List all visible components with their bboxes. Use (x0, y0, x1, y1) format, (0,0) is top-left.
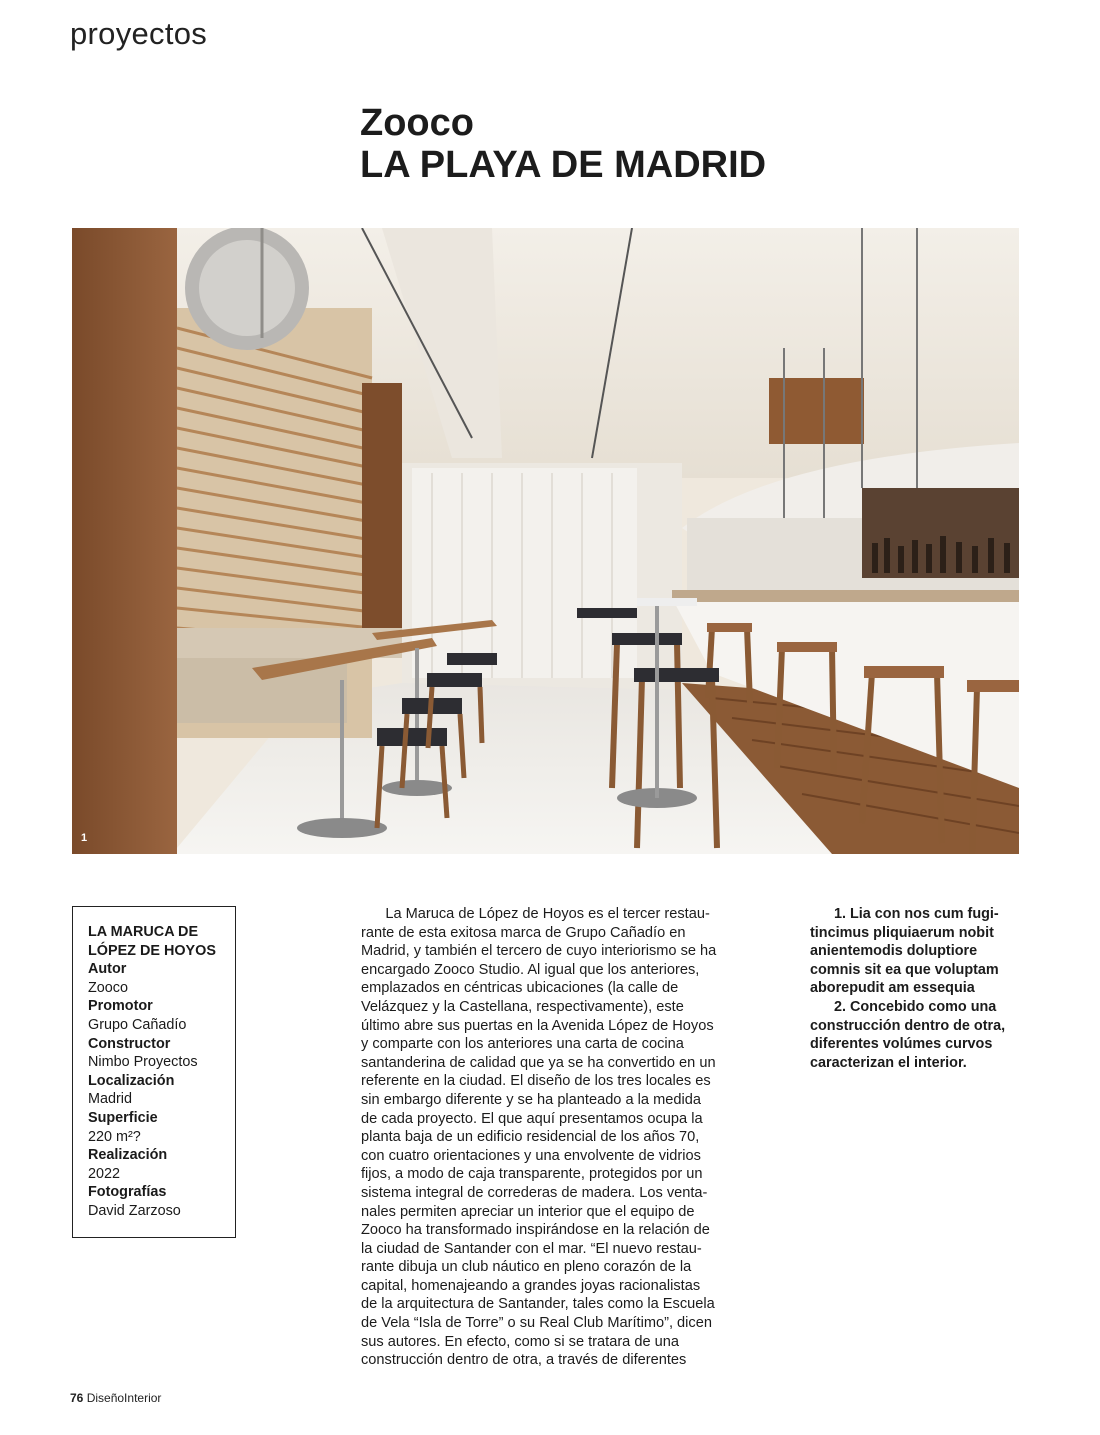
info-label-fotografias: Fotografías (88, 1184, 167, 1201)
body-line: referente en la ciudad. El diseño de los tres locales es (361, 1073, 711, 1090)
body-line: sistema integral de correderas de madera. Los venta- (361, 1184, 708, 1201)
body-line: encargado Zooco Studio. Al igual que los anteriores, (361, 961, 700, 978)
body-line: de cada proyecto. El que aquí presentamos ocupa la (361, 1110, 703, 1127)
photo-number: 1 (81, 832, 88, 844)
info-label-promotor: Promotor (88, 998, 153, 1015)
body-line: Velázquez y la Castellana, respectivamente), este (361, 998, 684, 1015)
project-name-line: LÓPEZ DE HOYOS (88, 942, 216, 959)
project-info-box (72, 906, 236, 1238)
body-line: sin embargo diferente y se ha planteado a la medida (361, 1091, 701, 1108)
body-line: santanderina de calidad que ya se ha convertido en un (361, 1054, 716, 1071)
info-label-autor: Autor (88, 961, 127, 978)
caption-line: diferentes volúmes curvos (810, 1036, 993, 1053)
body-line: con cuatro orientaciones y una envolvente de vidrios (361, 1147, 701, 1164)
body-line: último abre sus puertas en la Avenida López de Hoyos (361, 1017, 714, 1034)
body-line: de Vela “Isla de Torre” o su Real Club Marítimo”, dicen (361, 1315, 712, 1332)
body-line: rante de esta exitosa marca de Grupo Cañadío en (361, 924, 686, 941)
body-line: sus autores. En efecto, como si se tratara de una (361, 1333, 679, 1350)
article-title (360, 102, 766, 186)
body-line: Zooco ha transformado inspirándose en la relación de (361, 1222, 710, 1239)
restaurant-photo (72, 228, 1019, 854)
info-value-realizacion: 2022 (88, 1165, 121, 1182)
photo-captions (810, 905, 1030, 1072)
caption-line: anientemodis doluptiore (810, 943, 978, 960)
info-value-constructor: Nimbo Proyectos (88, 1054, 198, 1071)
page-footer (70, 1391, 161, 1405)
title-headline: LA PLAYA DE MADRID (360, 144, 767, 186)
project-name-line: LA MARUCA DE (88, 924, 199, 940)
info-label-superficie: Superficie (88, 1109, 158, 1126)
body-line: capital, homenajeando a grandes joyas racionalistas (361, 1277, 701, 1294)
info-value-fotografias: David Zarzoso (88, 1202, 181, 1219)
info-value-localizacion: Madrid (88, 1091, 132, 1108)
info-label-localizacion: Localización (88, 1072, 175, 1089)
page-number: 76 (70, 1391, 84, 1405)
body-line: nales permiten apreciar un interior que el equipo de (361, 1203, 695, 1220)
body-line: y comparte con los anteriores una carta de cocina (361, 1036, 684, 1053)
body-line: Madrid, y también el tercero de cuyo interiorismo se ha (361, 943, 717, 960)
info-label-realizacion: Realización (88, 1147, 168, 1164)
caption-line: construcción dentro de otra, (810, 1017, 1006, 1034)
caption-line: aborepudit am essequia (810, 980, 975, 997)
title-studio: Zooco (360, 102, 474, 144)
body-line: emplazados en céntricas ubicaciones (la calle de (361, 980, 679, 997)
body-line: de la arquitectura de Santander, tales como la Escuela (361, 1296, 715, 1313)
body-line: construcción dentro de otra, a través de diferentes (361, 1352, 687, 1369)
caption-line: tincimus pliquiaerum nobit (810, 924, 994, 941)
info-value-superficie: 220 m²? (88, 1128, 141, 1145)
article-body (361, 905, 741, 1370)
body-line: planta baja de un edificio residencial de los años 70, (361, 1129, 700, 1146)
body-line: la ciudad de Santander con el mar. “El nuevo restau- (361, 1240, 702, 1257)
body-line: La Maruca de López de Hoyos es el tercer restau- (361, 906, 710, 922)
caption-line: caracterizan el interior. (810, 1054, 967, 1071)
caption-line: comnis sit ea que voluptam (810, 961, 999, 978)
caption-line: 2. Concebido como una (810, 998, 997, 1015)
caption-line: 1. Lia con nos cum fugi- (810, 906, 999, 922)
body-line: rante dibuja un club náutico en pleno corazón de la (361, 1259, 692, 1276)
info-value-promotor: Grupo Cañadío (88, 1016, 187, 1033)
body-line: fijos, a modo de caja transparente, protegidos por un (361, 1166, 703, 1183)
magazine-name: DiseñoInterior (86, 1391, 162, 1405)
section-tag: proyectos (70, 16, 208, 51)
info-value-autor: Zooco (88, 979, 128, 996)
info-label-constructor: Constructor (88, 1035, 171, 1052)
